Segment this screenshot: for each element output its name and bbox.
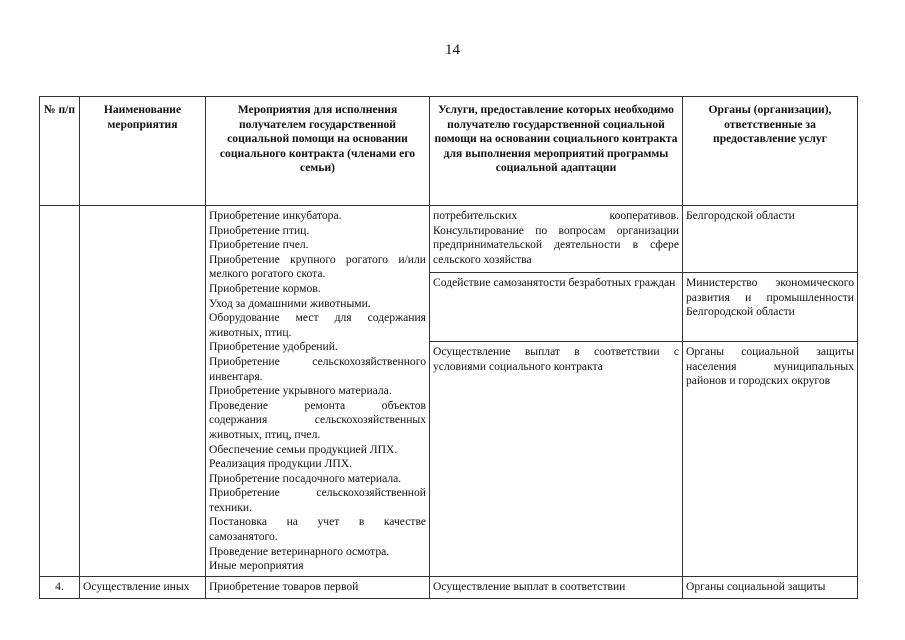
action-line: Приобретение крупного рогатого и/или: [209, 252, 426, 266]
action-line: Иные мероприятия: [209, 559, 304, 573]
page-number: 14: [445, 42, 460, 58]
organ-text: Министерство экономического развития и промышленности Белгородской области: [683, 273, 858, 342]
organ-text: Белгородской области: [683, 206, 858, 273]
row-action: Приобретение товаров первой: [206, 576, 430, 598]
action-line: Проведение ветеринарного осмотра.: [209, 544, 390, 558]
action-line: техники.: [209, 500, 253, 514]
action-line: Приобретение укрывного материала.: [209, 384, 392, 398]
action-line: Уход за домашними животными.: [209, 296, 371, 310]
action-line: Обеспечение семьи продукцией ЛПХ.: [209, 442, 398, 456]
action-line: Приобретение сельскохозяйственного: [209, 354, 426, 368]
action-line: Реализация продукции ЛПХ.: [209, 457, 352, 471]
row-service: Осуществление выплат в соответствии: [430, 576, 683, 598]
action-line: Приобретение посадочного материала.: [209, 471, 402, 485]
header-services: Услуги, предоставление которых необходимо получателю государственной социальной помощи на основании социального контракта для выполнения мероприятий программы социальной адаптации: [430, 97, 683, 206]
action-line: Приобретение удобрений.: [209, 340, 338, 354]
action-line: инвентаря.: [209, 369, 263, 383]
row-name: Осуществление иных: [80, 576, 206, 598]
service-text: Осуществление выплат в соответствии с условиями социального контракта: [430, 342, 683, 577]
action-line: Проведение ремонта объектов: [209, 398, 426, 412]
action-line: Приобретение инкубатора.: [209, 209, 342, 222]
cell-actions-list: [206, 206, 430, 577]
header-no: № п/п: [40, 97, 80, 206]
action-line: Приобретение кормов.: [209, 281, 321, 295]
organ-text: Органы социальной защиты населения муниципальных районов и городских округов: [683, 342, 858, 577]
cell-name-empty: [80, 206, 206, 577]
action-line: мелкого рогатого скота.: [209, 267, 326, 281]
action-line: Приобретение сельскохозяйственной: [209, 486, 426, 500]
service-text: потребительских кооперативов. Консультирование по вопросам организации предпринимательской деятельности в сфере сельского хозяйства: [430, 206, 683, 273]
action-line: Постановка на учет в качестве: [209, 515, 426, 529]
action-line: самозанятого.: [209, 530, 278, 544]
action-line: содержания сельскохозяйственных: [209, 413, 426, 427]
row-number: 4.: [40, 576, 80, 598]
table-header-row: [40, 97, 858, 206]
program-table: [39, 96, 858, 599]
table-row: [40, 576, 858, 598]
header-name: Наименование мероприятия: [80, 97, 206, 206]
service-text: Содействие самозанятости безработных граждан: [430, 273, 683, 342]
header-organs: Органы (организации), ответственные за предоставление услуг: [683, 97, 858, 206]
cell-no-empty: [40, 206, 80, 577]
action-line: животных, птиц, пчел.: [209, 427, 321, 441]
row-organ: Органы социальной защиты: [683, 576, 858, 598]
header-actions: Мероприятия для исполнения получателем государственной социальной помощи на основании социального контракта (членами его семьи): [206, 97, 430, 206]
action-line: Приобретение пчел.: [209, 238, 309, 252]
action-line: Оборудование мест для содержания: [209, 311, 426, 325]
table-row: [40, 206, 858, 273]
action-line: животных, птиц.: [209, 325, 292, 339]
action-line: Приобретение птиц.: [209, 223, 310, 237]
